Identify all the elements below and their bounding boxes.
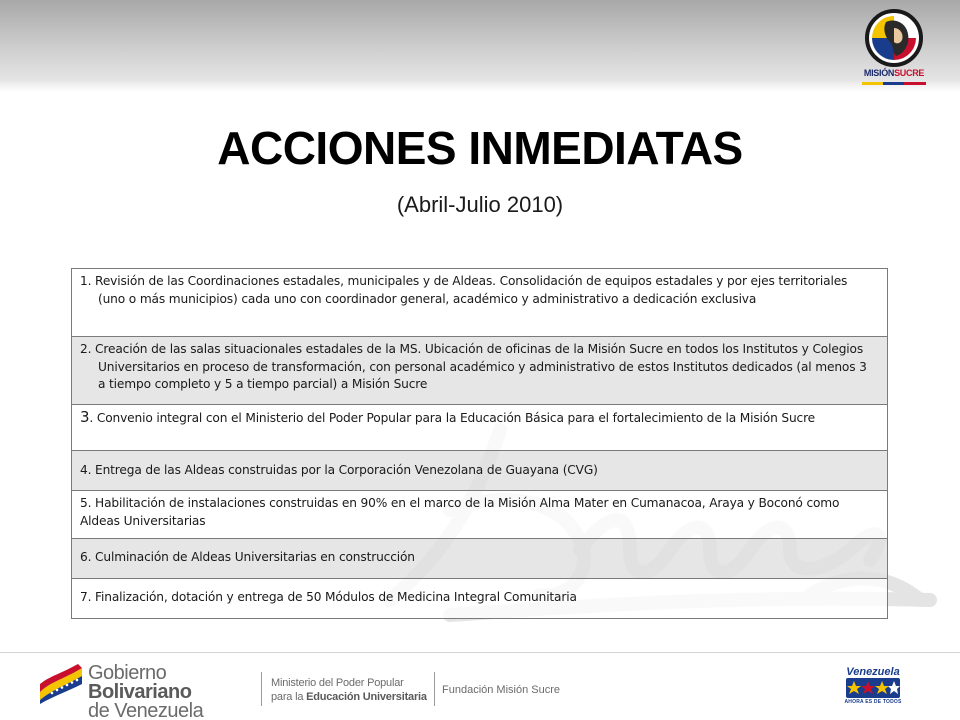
action-item-5: 5. Habilitación de instalaciones construidas en 90% en el marco de la Misión Alma Mater en Cumanacoa, Araya y Boconó como Aldeas Universitarias xyxy=(72,491,887,539)
gobierno-line-2: de Venezuela xyxy=(88,700,204,720)
mision-sucre-logo-icon xyxy=(864,8,924,68)
ministerio-line-2 xyxy=(271,690,431,704)
venezuela-logo xyxy=(840,666,906,710)
action-item-4: 4. Entrega de las Aldeas construidas por la Corporación Venezolana de Guayana (CVG) xyxy=(72,451,887,491)
ministerio-text xyxy=(271,676,431,704)
ministerio-line-1: Ministerio del Poder Popular xyxy=(271,677,404,689)
action-item-3 xyxy=(72,405,887,451)
gobierno-bolivariano-text xyxy=(88,664,268,720)
mision-sucre-logo-text xyxy=(858,68,930,81)
action-item-2: 2. Creación de las salas situacionales estadales de la MS. Ubicación de oficinas de la Misión Sucre en todos los Institutos y Colegios Universitarios en proceso de transformación, con personal académico y administrativo de estos Institutos dedicados (al menos 3 a tiempo completo y 5 a tiempo parcial) a Misión Sucre xyxy=(72,337,887,405)
action-item-1: 1. Revisión de las Coordinaciones estadales, municipales y de Aldeas. Consolidación de equipos estadales y por ejes territoriales (uno o más municipios) cada uno con coordinador general, académico y administrativo a dedicación exclusiva xyxy=(72,269,887,337)
page-title: ACCIONES INMEDIATAS xyxy=(217,122,743,174)
action-item-7: 7. Finalización, dotación y entrega de 50 Módulos de Medicina Integral Comunitaria xyxy=(72,579,887,618)
footer-divider xyxy=(0,652,960,653)
ministerio-bold: Educación Universitaria xyxy=(306,691,427,703)
mision-sucre-logo xyxy=(858,8,930,92)
footer-separator-2 xyxy=(434,672,435,706)
gobierno-line-1 xyxy=(88,664,268,702)
venezuela-flag-stars-icon xyxy=(38,662,84,704)
gobierno-bold: Bolivariano xyxy=(88,681,192,703)
actions-list xyxy=(71,268,888,619)
logo-text-prefix: MISIÓN xyxy=(863,68,895,78)
gobierno-prefix: Gobierno xyxy=(88,662,167,684)
ministerio-prefix: para la xyxy=(271,691,307,703)
venezuela-stars-logo-icon xyxy=(846,678,900,698)
fundacion-text: Fundación Misión Sucre xyxy=(442,684,561,696)
venezuela-logo-title: Venezuela xyxy=(846,666,900,678)
action-item-6: 6. Culminación de Aldeas Universitarias en construcción xyxy=(72,539,887,579)
venezuela-logo-slogan: AHORA ES DE TODOS xyxy=(844,699,902,705)
action-item-3-text: . Convenio integral con el Ministerio del Poder Popular para la Educación Básica para el fortalecimiento de la Misión Sucre xyxy=(89,411,816,425)
footer-separator-1 xyxy=(261,672,262,706)
logo-flag-stripe xyxy=(862,82,926,85)
header-band xyxy=(0,0,960,92)
page-subtitle: (Abril-Julio 2010) xyxy=(396,192,564,217)
logo-text-brand: SUCRE xyxy=(894,68,925,78)
action-item-3-number: 3 xyxy=(80,408,90,426)
